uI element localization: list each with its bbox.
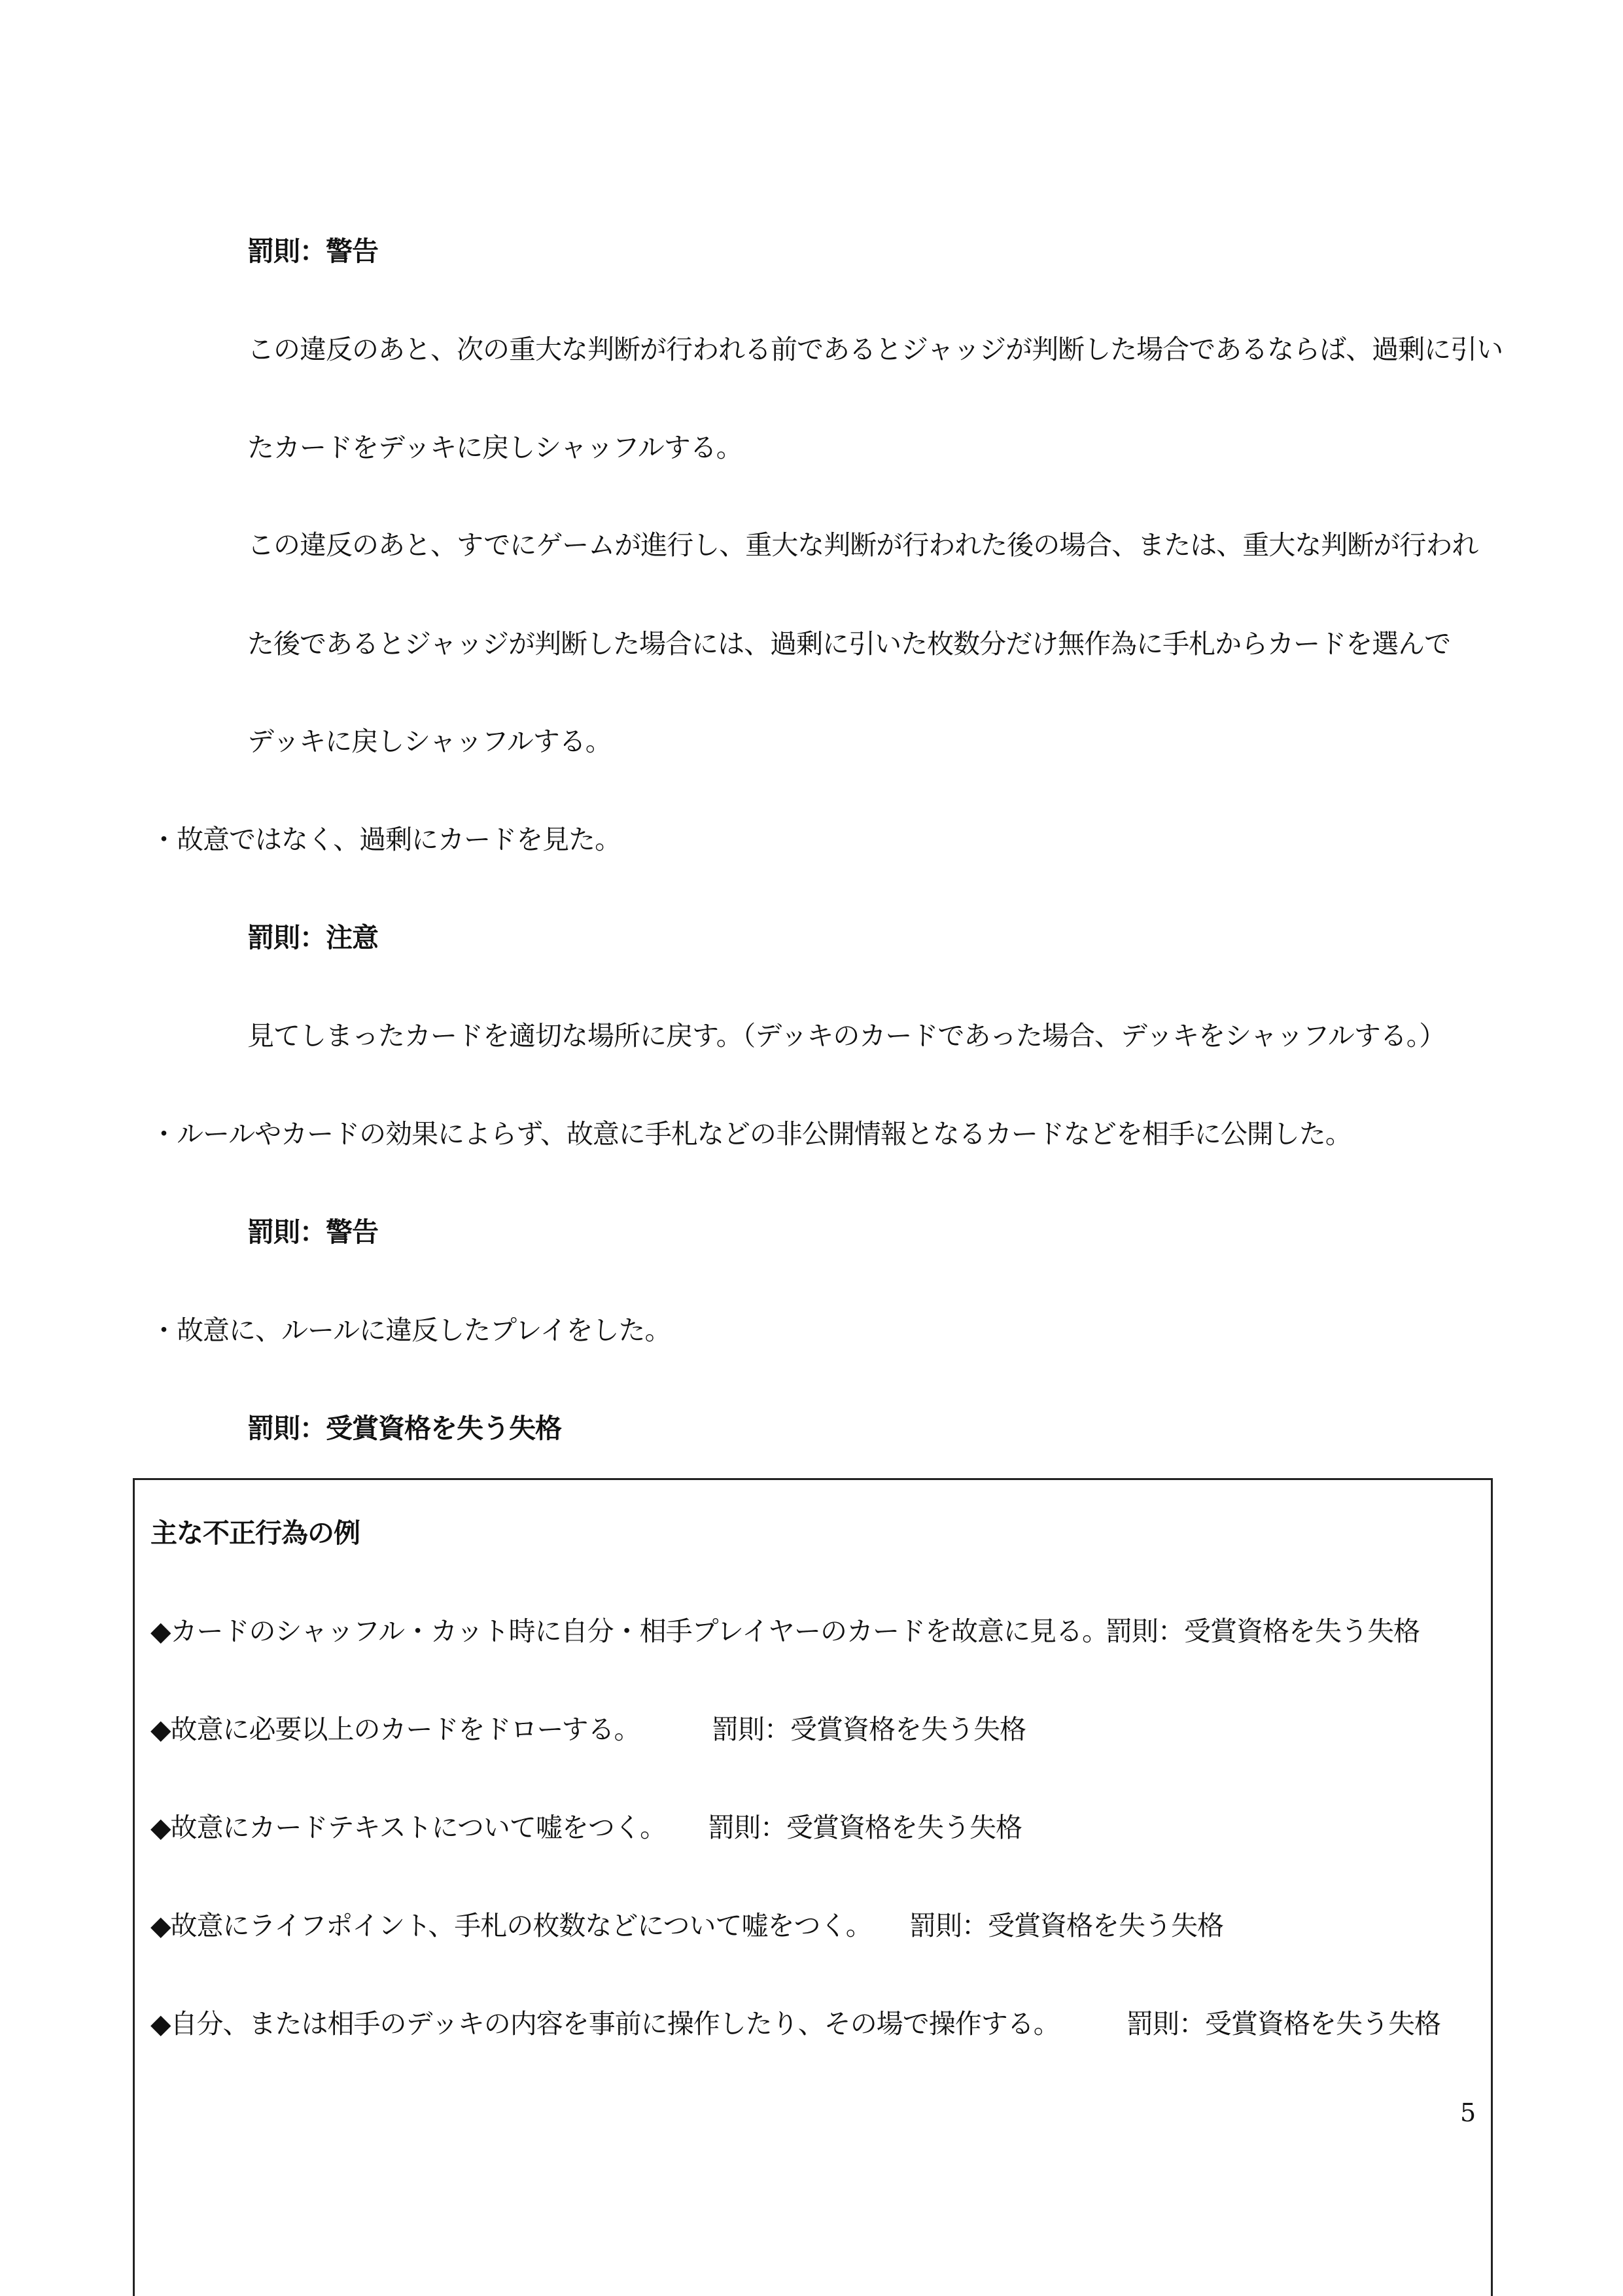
paragraph-line: デッキに戻しシャッフルする。 [247,726,612,757]
bullet-item: ・ルールやカードの効果によらず、故意に手札などの非公開情報となるカードなどを相手に公開した。 [150,1118,1352,1150]
misconduct-item: ◆カードのシャッフル・カット時に自分・相手プレイヤーのカードを故意に見る。 [150,1616,1108,1647]
misconduct-item-penalty: 罰則：受賞資格を失う失格 [909,1910,1223,1941]
bullet-item: ・故意ではなく、過剰にカードを見た。 [150,824,621,855]
paragraph-line: この違反のあと、次の重大な判断が行われる前であるとジャッジが判断した場合であるならば、過剰に引い [247,334,1503,365]
misconduct-examples-box [133,1478,1493,2296]
penalty-label-warning: 罰則：警告 [247,1216,378,1248]
misconduct-item-penalty: 罰則：受賞資格を失う失格 [708,1812,1022,1843]
paragraph-line: た後であるとジャッジが判断した場合には、過剰に引いた枚数分だけ無作為に手札からカードを選んで [247,628,1451,660]
penalty-label-disqualify: 罰則：受賞資格を失う失格 [247,1413,561,1444]
misconduct-item-penalty: 罰則：受賞資格を失う失格 [712,1714,1026,1745]
misconduct-item-penalty: 罰則：受賞資格を失う失格 [1106,1616,1420,1647]
bullet-item: ・故意に、ルールに違反したプレイをした。 [150,1315,671,1346]
misconduct-box-title: 主な不正行為の例 [150,1517,360,1549]
misconduct-item: ◆故意に必要以上のカードをドローする。 [150,1714,640,1745]
paragraph-line: たカードをデッキに戻しシャッフルする。 [247,432,742,463]
page-number: 5 [1460,2098,1476,2127]
paragraph-line: この違反のあと、すでにゲームが進行し、重大な判断が行われた後の場合、または、重大な判断が行われ [247,529,1478,561]
misconduct-item: ◆故意にライフポイント、手札の枚数などについて嘘をつく。 [150,1910,872,1941]
penalty-label-warning: 罰則：警告 [247,236,378,267]
paragraph-line: 見てしまったカードを適切な場所に戻す。（デッキのカードであった場合、デッキをシャッフルする。） [247,1020,1446,1051]
misconduct-item: ◆故意にカードテキストについて嘘をつく。 [150,1812,667,1843]
misconduct-item: ◆自分、または相手のデッキの内容を事前に操作したり、その場で操作する。 [150,2008,1060,2040]
penalty-label-caution: 罰則：注意 [247,922,378,953]
misconduct-item-penalty: 罰則：受賞資格を失う失格 [1126,2008,1440,2040]
